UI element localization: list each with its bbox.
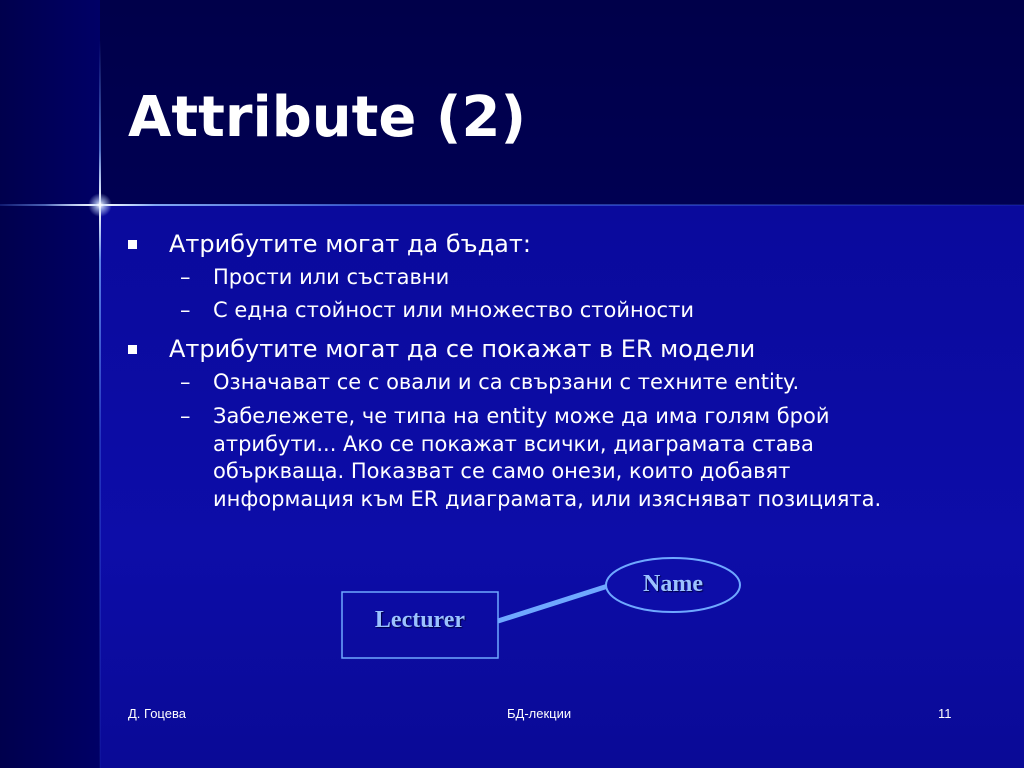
sub-bullet-line: Означават се с овали и са свързани с техните entity.: [213, 370, 800, 394]
sub-bullet-line: атрибути... Ако се покажат всички, диаграмата става: [213, 431, 814, 456]
sub-bullet-line: Забележете, че типа на entity може да има голям брой: [213, 404, 830, 428]
dash-bullet-icon: –: [180, 265, 191, 289]
relationship-connector-line: [498, 586, 608, 621]
bullet-text: Атрибутите могат да бъдат:: [169, 230, 531, 258]
footer-course: БД-лекции: [507, 706, 572, 721]
dash-bullet-icon: –: [180, 370, 191, 394]
footer-page-number: 11: [938, 706, 952, 721]
footer-author: Д. Гоцева: [128, 706, 186, 721]
attribute-label: Name: [643, 571, 703, 597]
slide-title: Attribute (2): [128, 85, 527, 150]
dash-bullet-icon: –: [180, 298, 191, 322]
bullet-text: Атрибутите могат да се покажат в ER модели: [169, 335, 756, 363]
sub-bullet-line: С една стойност или множество стойности: [213, 298, 694, 322]
dash-bullet-icon: –: [180, 404, 191, 428]
sub-bullet-line: объркваща. Показват се само онези, които добавят: [213, 459, 791, 483]
sub-bullet-line: Прости или съставни: [213, 265, 450, 289]
sub-bullet-line: информация към ER диаграмата, или изясняват позицията.: [213, 486, 882, 511]
entity-label: Lecturer: [374, 607, 466, 633]
